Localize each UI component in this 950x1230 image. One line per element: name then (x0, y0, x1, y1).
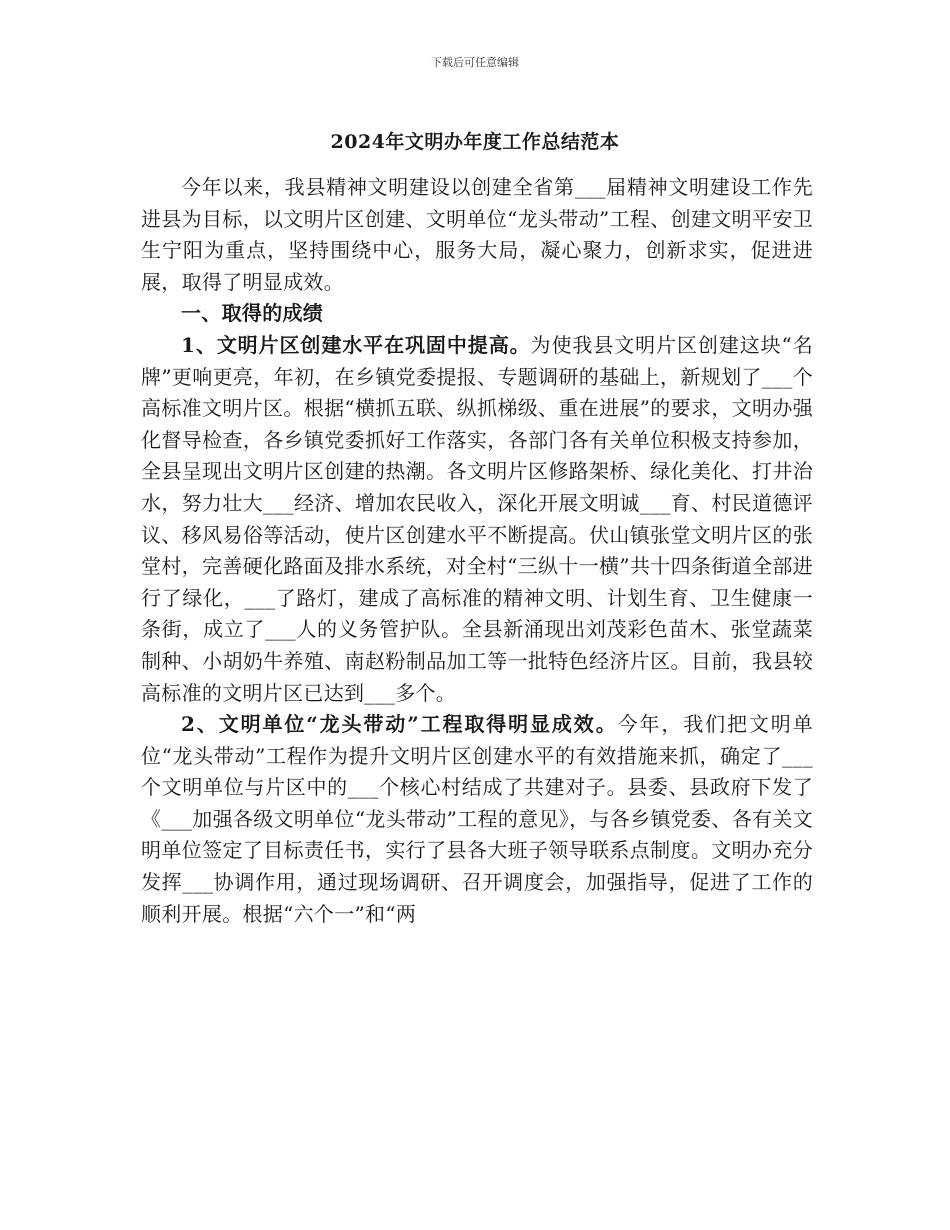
paragraph-item-1 (141, 330, 813, 709)
item-2-body: 今年，我们把文明单位“龙头带动”工程作为提升文明片区创建水平的有效措施来抓，确定了___个文明单位与片区中的___个核心村结成了共建对子。县委、县政府下发了《___加强各级文明单位“龙头带动”工程的意见》，与各乡镇党委、各有关文明单位签定了目标责任书，实行了县各大班子领导联系点制度。文明办充分发挥___协调作用，通过现场调研、召开调度会，加强指导，促进了工作的顺利开展。根据“六个一”和“两 (141, 712, 814, 926)
section-heading-achievements: 一、取得的成绩 (181, 301, 324, 326)
page-header-note: 下载后可任意编辑 (431, 56, 519, 69)
item-1-body: 为使我县文明片区创建这块“名牌”更响更亮，年初，在乡镇党委提报、专题调研的基础上，新规划了___个高标准文明片区。根据“横抓五联、纵抓梯级、重在进展”的要求，文明办强化督导检查，各乡镇党委抓好工作落实，各部门各有关单位积极支持参加，全县呈现出文明片区创建的热潮。各文明片区修路架桥、绿化美化、打井治水，努力壮大___经济、增加农民收入，深化开展文明诚___育、村民道德评议、移风易俗等活动，使片区创建水平不断提高。伏山镇张堂文明片区的张堂村，完善硬化路面及排水系统，对全村“三纵十一横”共十四条街道全部进行了绿化，___了路灯，建成了高标准的精神文明、计划生育、卫生健康一条街，成立了___人的义务管护队。全县新涌现出刘茂彩色苗木、张堂蔬菜制种、小胡奶牛养殖、南赵粉制品加工等一批特色经济片区。目前，我县较高标准的文明片区已达到___多个。 (141, 332, 813, 705)
item-2-lead: 2、文明单位“龙头带动”工程取得明显成效。 (181, 712, 618, 737)
document-title: 2024年文明办年度工作总结范本 (330, 131, 620, 153)
document-body (141, 172, 813, 930)
paragraph-item-2 (141, 709, 813, 930)
item-1-lead: 1、文明片区创建水平在巩固中提高。 (181, 332, 531, 357)
intro-paragraph: 今年以来，我县精神文明建设以创建全省第___届精神文明建设工作先进县为目标，以文明片区创建、文明单位“龙头带动”工程、创建文明平安卫生宁阳为重点，坚持围绕中心，服务大局，凝心聚力，创新求实，促进进展，取得了明显成效。 (141, 175, 813, 294)
